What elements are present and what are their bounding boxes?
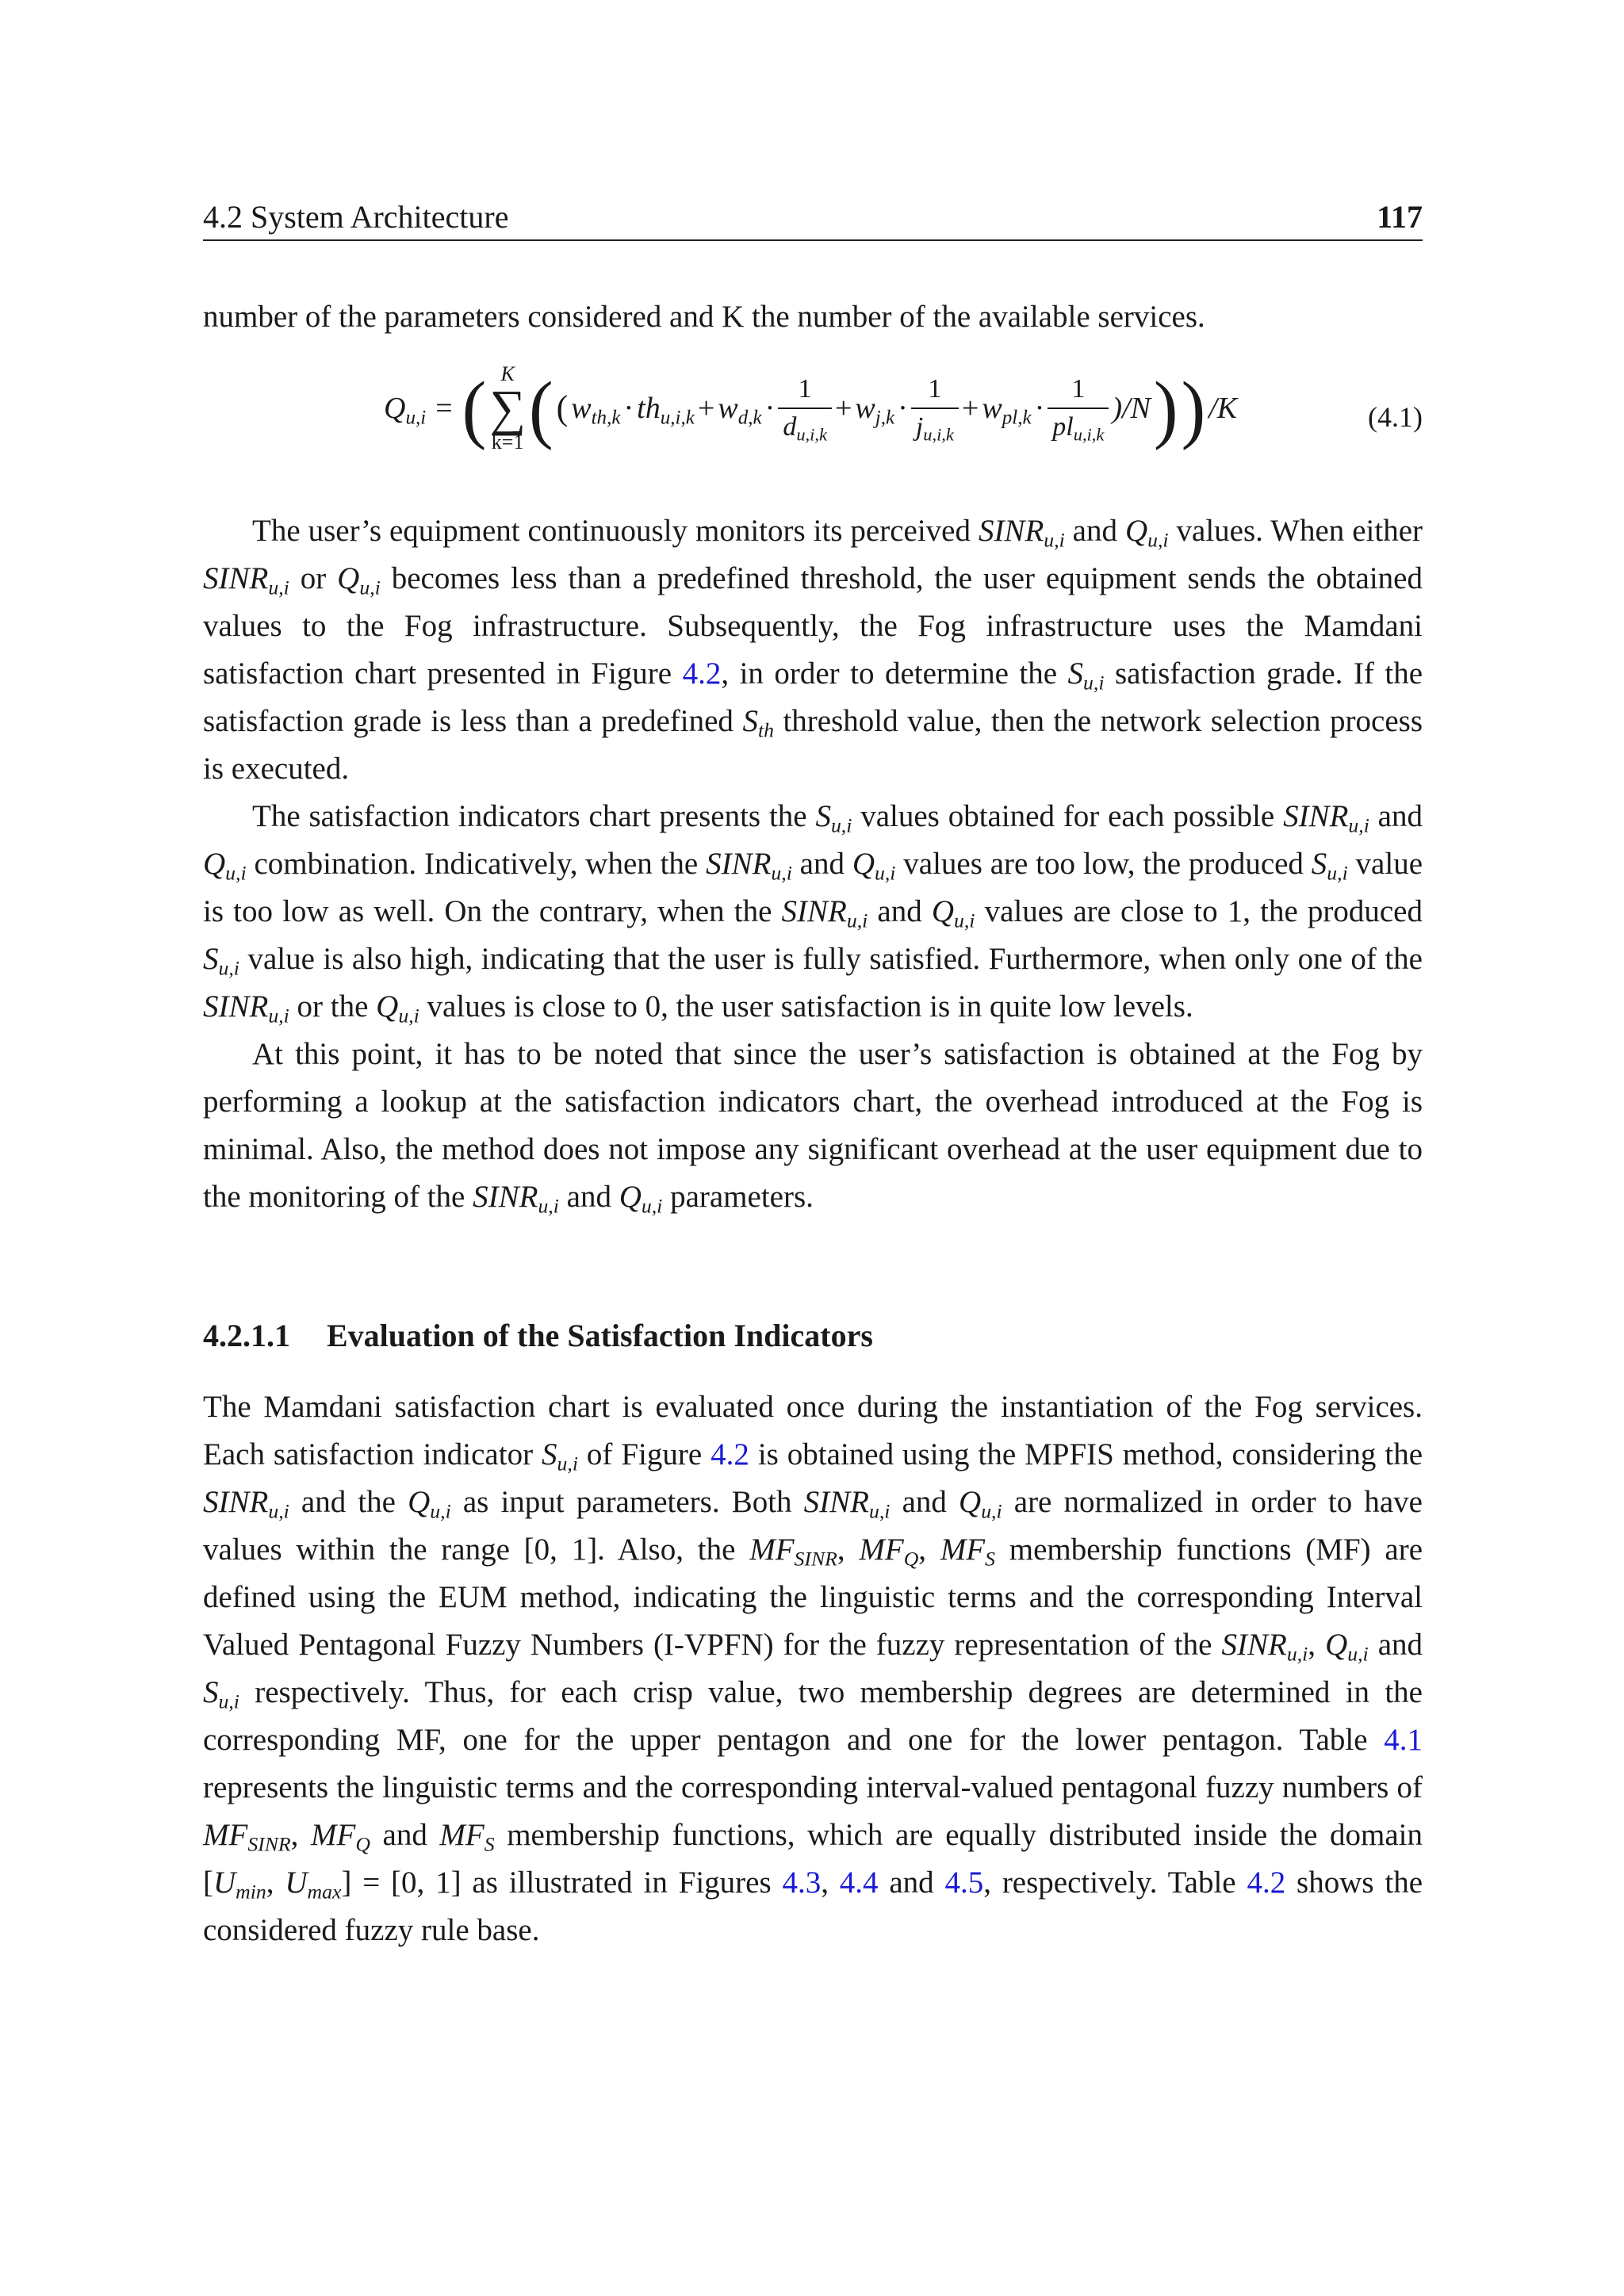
section-title: Evaluation of the Satisfaction Indicators xyxy=(327,1318,873,1353)
eq-w-pl: $w_{pl,k}$ xyxy=(982,392,1032,429)
figure-ref-4-4[interactable]: 4.4 xyxy=(839,1866,879,1900)
paragraph-overhead: At this point, it has to be noted that since the user’s satisfaction is obtained at the Fog by performing a lookup at the satisfaction indicators chart, the overhead introduced at the Fog is minimal. Also, the method does not impose any significant overhead at the user equipment due to the monitoring of the $SINR_{u,i}$ and $Q_{u,i}$ parameters. xyxy=(203,1037,1423,1218)
figure-ref-4-2[interactable]: 4.2 xyxy=(710,1437,749,1471)
running-head: 4.2 System Architecture xyxy=(203,199,509,235)
eq-w-j: $w_{j,k}$ xyxy=(855,392,895,429)
eq-frac-d: $\frac{1}{d_{u,i,k}}$ xyxy=(778,371,832,446)
paragraph-evaluation: The Mamdani satisfaction chart is evaluated once during the instantiation of the Fog services. Each satisfaction indicator $S_{u,i}$ of Figure 4.2 is obtained using the MPFIS method, considering the $SINR_{u,i}$ and the $Q_{u,i}$ as input parameters. Both $SINR_{u,i}$ and $Q_{u,i}$ are normalized in order to have values within the range [0, 1]. Also, the $MF_{SINR}$, $MF_Q$, $MF_S$ membership functions (MF) are defined using the EUM method, indicating the linguistic terms and the corresponding Interval Valued Pentagonal Fuzzy Numbers (I-VPFN) for the fuzzy representation of the $SINR_{u,i}$, $Q_{u,i}$ and $S_{u,i}$ respectively. Thus, for each crisp value, two membership degrees are determined in the corresponding MF, one for the upper pentagon and one for the lower pentagon. Table 4.1 represents the linguistic terms and the corresponding interval-valued pentagonal fuzzy numbers of $MF_{SINR}$, $MF_Q$ and $MF_S$ membership functions, which are equally distributed inside the domain [$U_{min}$, $U_{max}] = [0$, 1] as illustrated in Figures 4.3, 4.4 and 4.5, respectively. Table 4.2 shows the considered fuzzy rule base. xyxy=(203,1390,1423,1947)
body-block-2 xyxy=(203,1383,1423,1954)
eq-plus: + xyxy=(834,392,852,425)
eq-open-paren-outer: ( xyxy=(462,365,487,451)
figure-ref-4-5[interactable]: 4.5 xyxy=(944,1866,984,1900)
eq-div-n: )/N xyxy=(1112,392,1151,425)
eq-dot: · xyxy=(898,392,908,425)
eq-summation xyxy=(489,363,526,454)
eq-close-paren-outer: ) xyxy=(1181,365,1206,451)
paragraph-monitoring: The user’s equipment continuously monitors its perceived $SINR_{u,i}$ and $Q_{u,i}$ values. When either $SINR_{u,i}$ or $Q_{u,i}$ becomes less than a predefined threshold, the user equipment sends the obtained values to the Fog infrastructure. Subsequently, the Fog infrastructure uses the Mamdani satisfaction chart presented in Figure 4.2, in order to determine the $S_{u,i}$ satisfaction grade. If the satisfaction grade is less than a predefined $S_{th}$ threshold value, then the network selection process is executed. xyxy=(203,514,1423,786)
equation-4-1 xyxy=(203,349,1423,468)
eq-dot: · xyxy=(1034,392,1045,425)
eq-sigma-symbol: ∑ xyxy=(489,380,526,437)
eq-th: $th_{u,i,k}$ xyxy=(637,392,695,429)
eq-open-paren-inner: ( xyxy=(556,388,569,427)
eq-open-paren-mid: ( xyxy=(528,365,553,451)
eq-equals: = xyxy=(435,392,453,425)
lead-paragraph xyxy=(203,293,1423,341)
eq-sum-lower: k=1 xyxy=(491,430,524,453)
page-number: 117 xyxy=(1377,199,1423,235)
eq-w-th: $w_{th,k}$ xyxy=(571,392,621,429)
eq-sum-upper: K xyxy=(500,362,515,385)
eq-plus: + xyxy=(697,392,715,425)
lead-text: number of the parameters considered and K the number of the available services. xyxy=(203,300,1205,334)
table-ref-4-2[interactable]: 4.2 xyxy=(1247,1866,1286,1900)
figure-ref-4-3[interactable]: 4.3 xyxy=(782,1866,822,1900)
eq-frac-j: $\frac{1}{j_{u,i,k}}$ xyxy=(911,371,959,446)
eq-close-paren-mid: ) xyxy=(1153,365,1178,451)
section-number: 4.2.1.1 xyxy=(203,1318,290,1353)
table-ref-4-1[interactable]: 4.1 xyxy=(1384,1723,1423,1757)
equation-number: (4.1) xyxy=(1368,401,1423,433)
eq-plus: + xyxy=(961,392,979,425)
eq-lhs: $Q_{u,i}$ xyxy=(384,392,427,429)
page-header xyxy=(203,195,1423,241)
paragraph-chart: The satisfaction indicators chart presents the $S_{u,i}$ values obtained for each possible $SINR_{u,i}$ and $Q_{u,i}$ combination. Indicatively, when the $SINR_{u,i}$ and $Q_{u,i}$ values are too low, the produced $S_{u,i}$ value is too low as well. On the contrary, when the $SINR_{u,i}$ and $Q_{u,i}$ values are close to 1, the produced $S_{u,i}$ value is also high, indicating that the user is fully satisfied. Furthermore, when only one of the $SINR_{u,i}$ or the $Q_{u,i}$ values is close to 0, the user satisfaction is in quite low levels. xyxy=(203,799,1423,1027)
eq-dot: · xyxy=(623,392,634,425)
eq-div-k: /K xyxy=(1208,392,1238,425)
page xyxy=(203,0,1423,2296)
eq-w-d: $w_{d,k}$ xyxy=(718,392,762,429)
eq-dot: · xyxy=(764,392,776,425)
figure-ref-4-2[interactable]: 4.2 xyxy=(682,656,722,691)
section-heading xyxy=(203,1312,873,1360)
body-block-1 xyxy=(203,507,1423,1221)
eq-frac-pl: $\frac{1}{pl_{u,i,k}}$ xyxy=(1048,371,1109,446)
equation-body xyxy=(382,349,1239,468)
